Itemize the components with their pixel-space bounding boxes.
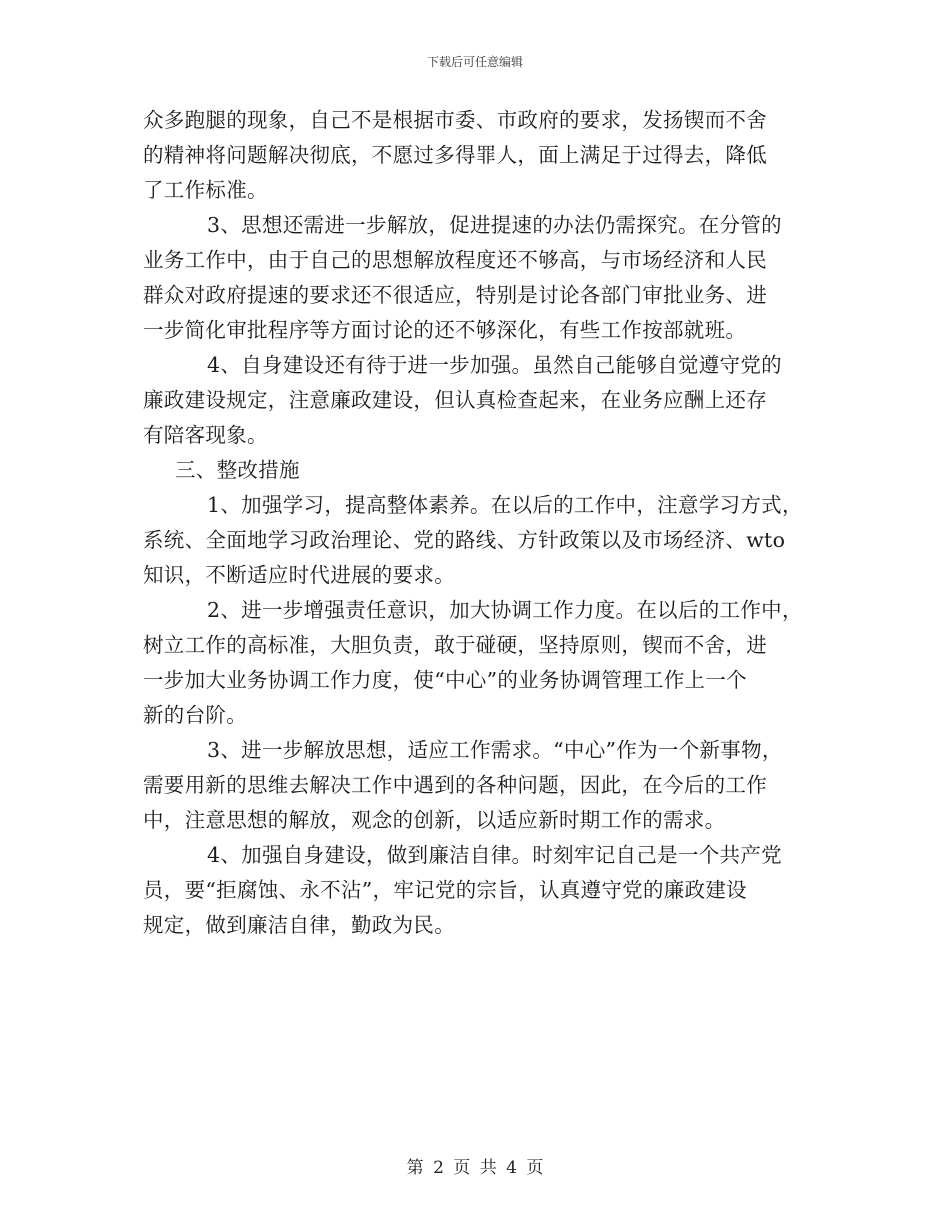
text-line: 一步加大业务协调工作力度，使“中心”的业务协调管理工作上一个 xyxy=(143,668,747,692)
text-line: 新的台阶。 xyxy=(143,703,247,727)
text-line: 系统、全面地学习政治理论、党的路线、方针政策以及市场经济、wto xyxy=(143,528,786,552)
paragraph-start: 1、加强学习，提高整体素养。在以后的工作中，注意学习方式， xyxy=(207,493,803,517)
paragraph-start: 4、自身建设还有待于进一步加强。虽然自己能够自觉遵守党的 xyxy=(207,353,782,377)
text-line: 中，注意思想的解放，观念的创新，以适应新时期工作的需求。 xyxy=(143,808,726,832)
text-line: 众多跑腿的现象，自己不是根据市委、市政府的要求，发扬锲而不舍 xyxy=(143,108,767,132)
text-line: 廉政建设规定，注意廉政建设，但认真检查起来，在业务应酬上还存 xyxy=(143,388,767,412)
text-line: 需要用新的思维去解决工作中遇到的各种问题，因此，在今后的工作 xyxy=(143,773,767,797)
text-line: 树立工作的高标准，大胆负责，敢于碰硬，坚持原则，锲而不舍，进 xyxy=(143,633,767,657)
section-heading: 三、整改措施 xyxy=(175,458,300,482)
text-line: 了工作标准。 xyxy=(143,178,268,202)
text-line: 群众对政府提速的要求还不很适应，特别是讨论各部门审批业务、进 xyxy=(143,283,767,307)
page-number: 第 2 页 共 4 页 xyxy=(406,1158,544,1178)
paragraph-start: 2、进一步增强责任意识，加大协调工作力度。在以后的工作中， xyxy=(207,598,803,622)
paragraph-start: 3、思想还需进一步解放，促进提速的办法仍需探究。在分管的 xyxy=(207,213,782,237)
paragraph-start: 4、加强自身建设，做到廉洁自律。时刻牢记自己是一个共产党 xyxy=(207,843,782,867)
text-line: 知识，不断适应时代进展的要求。 xyxy=(143,563,455,587)
paragraph-start: 3、进一步解放思想，适应工作需求。“中心”作为一个新事物， xyxy=(207,738,783,762)
text-line: 员，要“拒腐蚀、永不沾”，牢记党的宗旨，认真遵守党的廉政建设 xyxy=(143,878,747,902)
text-line: 规定，做到廉洁自律，勤政为民。 xyxy=(143,913,455,937)
text-line: 有陪客现象。 xyxy=(143,423,268,447)
page-header: 下载后可任意编辑 xyxy=(426,55,523,69)
document-body xyxy=(143,103,823,943)
text-line: 的精神将问题解决彻底，不愿过多得罪人，面上满足于过得去，降低 xyxy=(143,143,767,167)
text-line: 一步简化审批程序等方面讨论的还不够深化，有些工作按部就班。 xyxy=(143,318,747,342)
text-line: 业务工作中，由于自己的思想解放程度还不够高，与市场经济和人民 xyxy=(143,248,767,272)
